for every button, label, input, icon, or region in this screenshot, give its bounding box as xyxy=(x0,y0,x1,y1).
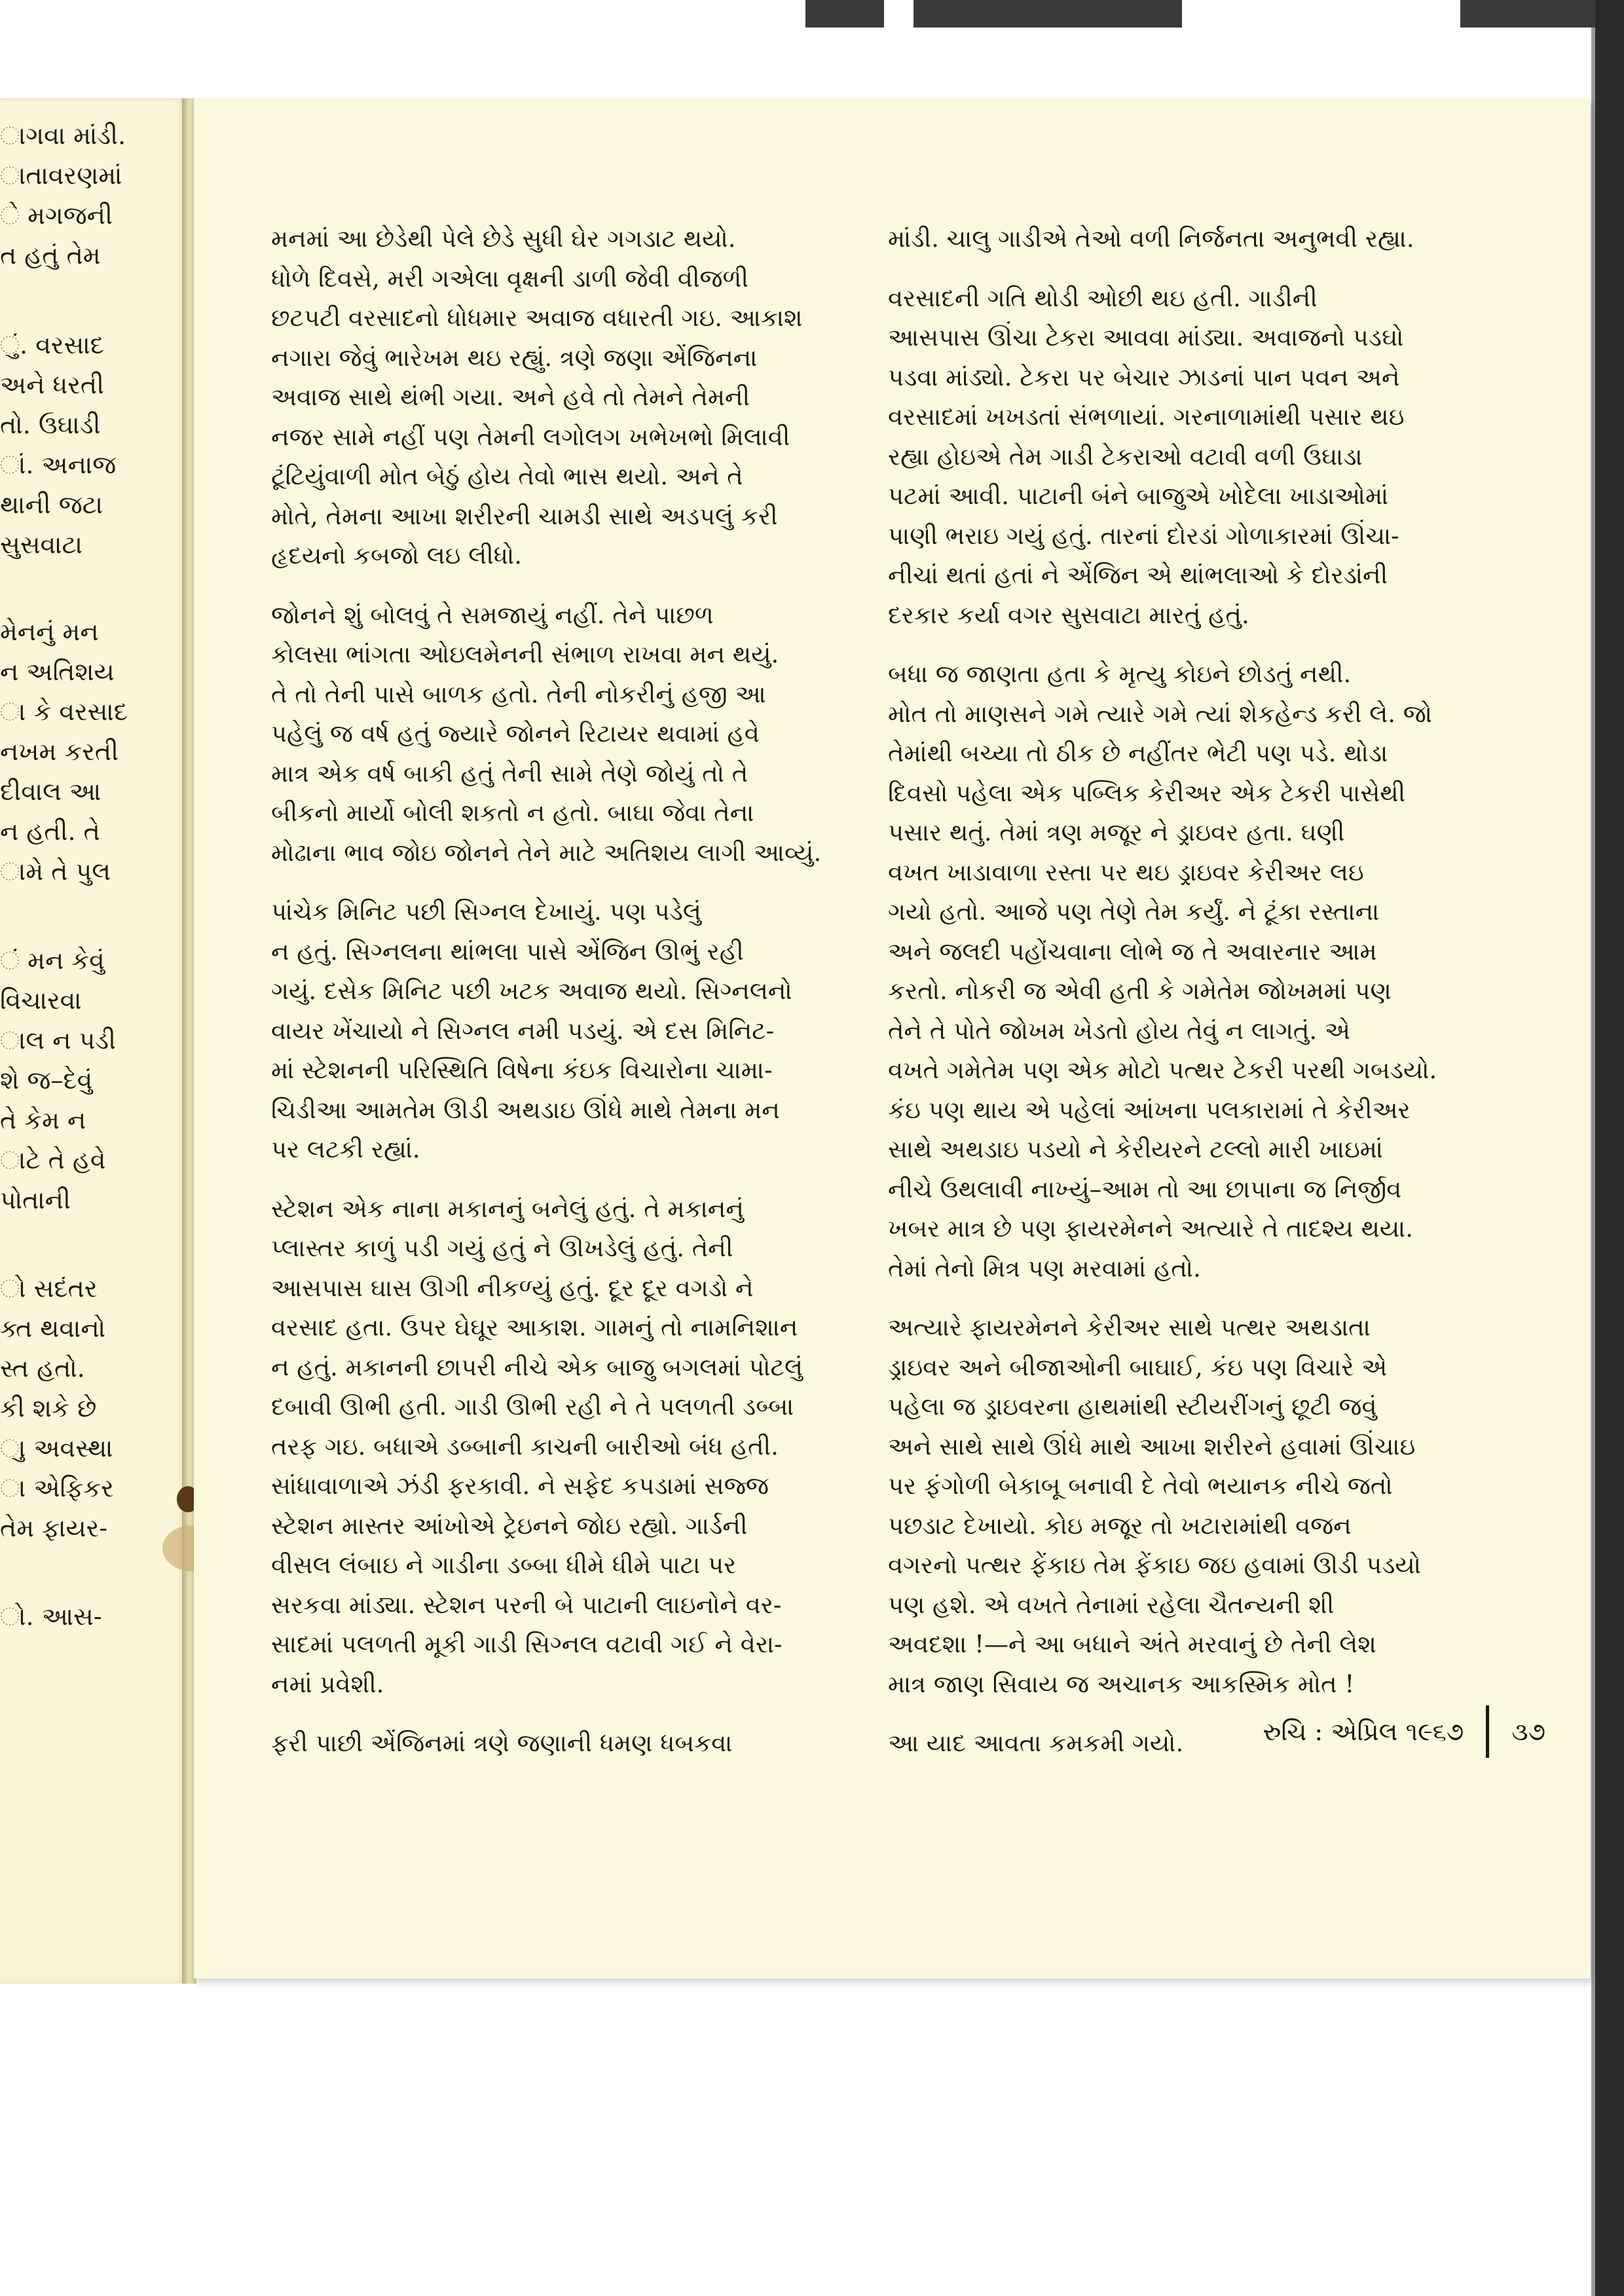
text-line: બધા જ જાણતા હતા કે મૃત્યુ કોઇને છોડતું નથી. xyxy=(888,660,1352,688)
previous-page-text: તો. ઉઘાડી xyxy=(0,410,101,439)
text-line: કોલસા ભાંગતા ઓઇલમેનની સંભાળ રાખવા મન થયું. xyxy=(271,640,779,668)
previous-page-text: સ્ત હતો. xyxy=(0,1354,85,1383)
paragraph-spacing xyxy=(888,635,1464,655)
text-line: નીચે ઉથલાવી નાખ્યું–આમ તો આ છાપાના જ નિર્જીવ xyxy=(888,1175,1402,1203)
paragraph-spacing xyxy=(271,873,847,892)
text-line: પહેલા જ ડ્રાઇવરના હાથમાંથી સ્ટીયરીંગનું છૂટી જવું xyxy=(888,1393,1377,1421)
text-line: પર લટકી રહ્યાં. xyxy=(271,1135,420,1163)
text-line: ન હતું. મકાનની છાપરી નીચે એક બાજુ બગલમાં પોટલું xyxy=(271,1353,803,1381)
text-line: સરકવા માંડ્યા. સ્ટેશન પરની બે પાટાની લાઇનોને વર- xyxy=(271,1590,782,1619)
previous-page-text: ાલ ન પડી xyxy=(0,1026,116,1055)
previous-page-text: સુસવાટા xyxy=(0,530,83,559)
text-line: અવાજ સાથે થંભી ગયા. અને હવે તો તેમને તેમની xyxy=(271,383,750,411)
text-line: ટૂંટિયુંવાળી મોત બેઠું હોય તેવો ભાસ થયો. અને તે xyxy=(271,462,743,490)
text-line: ચિડીઆ આમતેમ ઊડી અથડાઇ ઊંધે માથે તેમના મન xyxy=(271,1095,780,1124)
previous-page-text: નખમ કરતી xyxy=(0,737,119,766)
previous-page-text: ાટે તે હવે xyxy=(0,1146,106,1175)
text-line: તે તો તેની પાસે બાળક હતો. તેની નોકરીનું હજી આ xyxy=(271,680,766,708)
previous-page-text: વિચારવા xyxy=(0,986,82,1015)
text-line: માં સ્ટેશનની પરિસ્થિતિ વિષેના કંઇક વિચારોના ચામા- xyxy=(271,1056,773,1084)
text-line: નમાં પ્રવેશી. xyxy=(271,1669,384,1698)
text-line: રહ્યા હોઇએ તેમ ગાડી ટેકરાઓ વટાવી વળી ઉઘાડા xyxy=(888,442,1363,471)
text-line: તેમાં તેનો મિત્ર પણ મરવામાં હતો. xyxy=(888,1254,1201,1283)
article-page xyxy=(194,98,1590,1978)
previous-page-text: ન હતી. તે xyxy=(0,817,100,846)
previous-page-text: ં મન કેવું xyxy=(0,946,105,975)
previous-page-margin xyxy=(0,98,189,1984)
text-line: બીકનો માર્યો બોલી શકતો ન હતો. બાઘા જેવા તેના xyxy=(271,799,754,827)
publication-name: રુચિ : એપ્રિલ ૧૯૬૭ xyxy=(1263,1717,1464,1746)
previous-page-text: તેમ ફાયર- xyxy=(0,1514,108,1542)
previous-page-text: ો સદંતર xyxy=(0,1274,98,1303)
previous-page-text: ન અતિશય xyxy=(0,657,115,686)
previous-page-text: ો. આસ- xyxy=(0,1602,102,1631)
text-line: વખત ખાડાવાળા રસ્તા પર થઇ ડ્રાઇવર કેરીઅર લઇ xyxy=(888,858,1364,886)
text-line: અવદશા !—ને આ બધાને અંતે મરવાનું છે તેની લેશ xyxy=(888,1630,1376,1658)
previous-page-text: ત હતું તેમ xyxy=(0,241,101,270)
scan-mark xyxy=(913,0,1182,27)
text-line: અને સાથે સાથે ઊંધે માથે આખા શરીરને હવામાં ઊંચાઇ xyxy=(888,1432,1416,1461)
paragraph-spacing xyxy=(271,1170,847,1190)
text-line: વખતે ગમેતેમ પણ એક મોટો પત્થર ટેકરી પરથી ગબડયો. xyxy=(888,1056,1437,1084)
text-line: આ યાદ આવતા કમકમી ગયો. xyxy=(888,1729,1184,1757)
previous-page-text: ાતાવરણમાં xyxy=(0,161,122,190)
text-line: વરસાદની ગતિ થોડી ઓછી થઇ હતી. ગાડીની xyxy=(888,283,1318,312)
paragraph xyxy=(888,1308,1464,1704)
text-line: માત્ર એક વર્ષ બાકી હતું તેની સામે તેણે જોયું તો તે xyxy=(271,759,748,788)
left-column xyxy=(271,219,847,1764)
text-line: કંઇ પણ થાય એ પહેલાં આંખના પલકારામાં તે કેરીઅર xyxy=(888,1095,1411,1124)
text-line: નજર સામે નહીં પણ તેમની લગોલગ ખભેખભો મિલાવી xyxy=(271,422,790,451)
text-line: વાયર ખેંચાયો ને સિગ્નલ નમી પડયું. એ દસ મિનિટ- xyxy=(271,1016,775,1045)
paragraph xyxy=(888,655,1464,1288)
paragraph xyxy=(271,1724,847,1764)
text-line: પછડાટ દેખાયો. કોઇ મજૂર તો ખટારામાંથી વજન xyxy=(888,1511,1352,1540)
page-number: ૩૭ xyxy=(1511,1717,1545,1746)
text-line: ફરી પાછી એંજિનમાં ત્રણે જણાની ધમણ ધબકવા xyxy=(271,1729,733,1757)
previous-page-text: થાની જટા xyxy=(0,490,103,519)
scanner-edge-shadow xyxy=(1591,27,1595,2296)
text-line: જોનને શું બોલવું તે સમજાયું નહીં. તેને પાછળ xyxy=(271,600,714,629)
previous-page-text: પોતાની xyxy=(0,1186,71,1214)
text-line: સાથે અથડાઇ પડયો ને કેરીયરને ટલ્લો મારી ખાઇમાં xyxy=(888,1135,1383,1163)
right-column xyxy=(888,219,1464,1764)
text-line: દિવસો પહેલા એક પબ્લિક કેરીઅર એક ટેકરી પાસેથી xyxy=(888,778,1406,807)
previous-page-text: ા એફિકર xyxy=(0,1474,114,1503)
text-line: છટપટી વરસાદનો ધોધમાર અવાજ વધારતી ગઇ. આકાશ xyxy=(271,304,803,332)
previous-page-text: કી શકે છે xyxy=(0,1394,97,1423)
previous-page-text: ા કે વરસાદ xyxy=(0,697,128,726)
text-line: સ્ટેશન માસ્તર આંખોએ ટ્રેઇનને જોઇ રહ્યો. ગાર્ડની xyxy=(271,1511,748,1540)
text-line: દબાવી ઊભી હતી. ગાડી ઊભી રહી ને તે પલળતી ડબ્બા xyxy=(271,1393,794,1421)
previous-page-text: દીવાલ આ xyxy=(0,777,101,806)
text-line: સ્ટેશન એક નાના મકાનનું બનેલું હતું. તે મકાનનું xyxy=(271,1194,744,1223)
text-line: વીસલ લંબાઇ ને ગાડીના ડબ્બા ધીમે ધીમે પાટા પર xyxy=(271,1551,737,1579)
previous-page-text: ાં. અનાજ xyxy=(0,450,117,479)
text-line: વરસાદ હતા. ઉપર ઘેઘૂર આકાશ. ગામનું તો નામનિશાન xyxy=(271,1313,798,1341)
paragraph xyxy=(271,892,847,1170)
text-line: વગરનો પત્થર ફેંકાઇ તેમ ફેંકાઇ જઇ હવામાં ઊડી પડયો xyxy=(888,1551,1421,1579)
text-line: ડ્રાઇવર અને બીજાઓની બાઘાઈ, કંઇ પણ વિચારે એ xyxy=(888,1353,1388,1381)
text-line: મનમાં આ છેડેથી પેલે છેડે સુધી ઘેર ગગડાટ થયો. xyxy=(271,225,736,253)
text-line: મોઢાના ભાવ જોઇ જોનને તેને માટે અતિશય લાગી આવ્યું. xyxy=(271,838,822,867)
text-line: કરતો. નોકરી જ એવી હતી કે ગમેતેમ જોખમમાં પણ xyxy=(888,977,1392,1005)
text-line: માંડી. ચાલુ ગાડીએ તેઓ વળી નિર્જનતા અનુભવી રહ્યા. xyxy=(888,225,1414,253)
previous-page-text: ામે તે પુલ xyxy=(0,857,111,886)
previous-page-text: ું. વરસાદ xyxy=(0,331,104,359)
text-line: ખબર માત્ર છે પણ ફાયરમેનને અત્યારે તે તાદશ્ય થયા. xyxy=(888,1214,1413,1243)
text-line: અત્યારે ફાયરમેનને કેરીઅર સાથે પત્થર અથડાતા xyxy=(888,1313,1371,1341)
text-line: ધોળે દિવસે, મરી ગએલા વૃક્ષની ડાળી જેવી વીજળી xyxy=(271,264,748,293)
text-line: અને જલદી પહોંચવાના લોભે જ તે અવારનાર આમ xyxy=(888,937,1377,966)
text-line: આસપાસ ઊંચા ટેકરા આવવા માંડ્યા. અવાજનો પડઘો xyxy=(888,323,1404,352)
scanner-edge xyxy=(1595,0,1624,2296)
previous-page-text: ે મગજની xyxy=(0,201,113,230)
text-line: વરસાદમાં ખખડતાં સંભળાયાં. ગરનાળામાંથી પસાર થઇ xyxy=(888,403,1405,431)
text-line: ગયું. દસેક મિનિટ પછી ખટક અવાજ થયો. સિગ્નલનો xyxy=(271,977,792,1005)
text-line: દરકાર કર્યા વગર સુસવાટા મારતું હતું. xyxy=(888,600,1249,629)
text-line: પણ હશે. એ વખતે તેનામાં રહેલા ચૈતન્યની શી xyxy=(888,1590,1335,1619)
text-line: પડવા માંડ્યો. ટેકરા પર બેચાર ઝાડનાં પાન પવન અને xyxy=(888,363,1400,392)
text-line: સાદમાં પલળતી મૂકી ગાડી સિગ્નલ વટાવી ગઈ ને વેરા- xyxy=(271,1630,783,1658)
paragraph xyxy=(271,219,847,576)
text-line: પાણી ભરાઇ ગયું હતું. તારનાં દોરડાં ગોળાકારમાં ઊંચા- xyxy=(888,521,1399,550)
previous-page-text: ાુ અવસ્થા xyxy=(0,1434,113,1463)
scan-mark xyxy=(805,0,884,27)
text-line: ન હતું. સિગ્નલના થાંભલા પાસે એંજિન ઊભું રહી xyxy=(271,937,744,966)
text-line: સાંધાવાળાએ ઝંડી ફરકાવી. ને સફેદ કપડામાં સજ્જ xyxy=(271,1472,769,1500)
text-line: મોતે, તેમના આખા શરીરની ચામડી સાથે અડપલું કરી xyxy=(271,501,778,530)
page-footer xyxy=(1263,1709,1545,1755)
text-line: હૃદયનો કબજો લઇ લીધો. xyxy=(271,541,523,570)
paragraph-spacing xyxy=(888,1288,1464,1308)
text-line: ગયો હતો. આજે પણ તેણે તેમ કર્યું. ને ટૂંકા રસ્તાના xyxy=(888,898,1380,926)
text-line: આસપાસ ઘાસ ઊગી નીકળ્યું હતું. દૂર દૂર વગડો ને xyxy=(271,1273,754,1302)
text-line: પટમાં આવી. પાટાની બંને બાજુએ ખોદેલા ખાડાઓમાં xyxy=(888,482,1389,510)
paragraph xyxy=(271,596,847,873)
text-line: પ્લાસ્તર કાળું પડી ગયું હતું ને ઊખડેલું હતું. તેની xyxy=(271,1234,733,1262)
text-line: તેમાંથી બચ્યા તો ઠીક છે નહીંતર ભેટી પણ પડે. થોડા xyxy=(888,739,1388,767)
text-line: તરફ ગઇ. બધાએ ડબ્બાની કાચની બારીઓ બંધ હતી. xyxy=(271,1432,779,1461)
text-line: પહેલું જ વર્ષ હતું જ્યારે જોનને રિટાયર થવામાં હવે xyxy=(271,720,760,748)
text-line: મોત તો માણસને ગમે ત્યારે ગમે ત્યાં શેકહેન્ડ કરી લે. જો xyxy=(888,699,1432,728)
text-line: તેને તે પોતે જોખમ ખેડતો હોય તેવું ન લાગતું. એ xyxy=(888,1016,1350,1045)
previous-page-text: તે કેમ ન xyxy=(0,1106,86,1135)
previous-page-text: ાગવા માંડી. xyxy=(0,121,126,150)
previous-page-text: ક્ત થવાનો xyxy=(0,1314,106,1343)
paragraph xyxy=(888,279,1464,636)
paragraph-spacing xyxy=(271,576,847,596)
text-line: પસાર થતું. તેમાં ત્રણ મજૂર ને ડ્રાઇવર હતા. ઘણી xyxy=(888,818,1345,847)
paragraph xyxy=(271,1190,847,1705)
text-line: પાંચેક મિનિટ પછી સિગ્નલ દેખાયું. પણ પડેલું xyxy=(271,898,701,926)
text-line: નીચાં થતાં હતાં ને એંજિન એ થાંભલાઓ કે દોરડાંની xyxy=(888,561,1388,589)
previous-page-text: અને ધરતી xyxy=(0,371,104,399)
previous-page-text: મેનનું મન xyxy=(0,617,99,646)
text-line: માત્ર જાણ સિવાય જ અચાનક આકસ્મિક મોત ! xyxy=(888,1669,1355,1698)
previous-page-text: શે જ–દેવું xyxy=(0,1066,93,1095)
footer-divider xyxy=(1486,1705,1489,1758)
text-line: નગારા જેવું ભારેખમ થઇ રહ્યું. ત્રણે જણા એંજિનના xyxy=(271,343,758,372)
paragraph-spacing xyxy=(271,1704,847,1724)
paragraph-spacing xyxy=(888,259,1464,279)
text-line: પર ફંગોળી બેકાબૂ બનાવી દે તેવો ભયાનક નીચે જતો xyxy=(888,1472,1393,1500)
paragraph xyxy=(888,219,1464,259)
